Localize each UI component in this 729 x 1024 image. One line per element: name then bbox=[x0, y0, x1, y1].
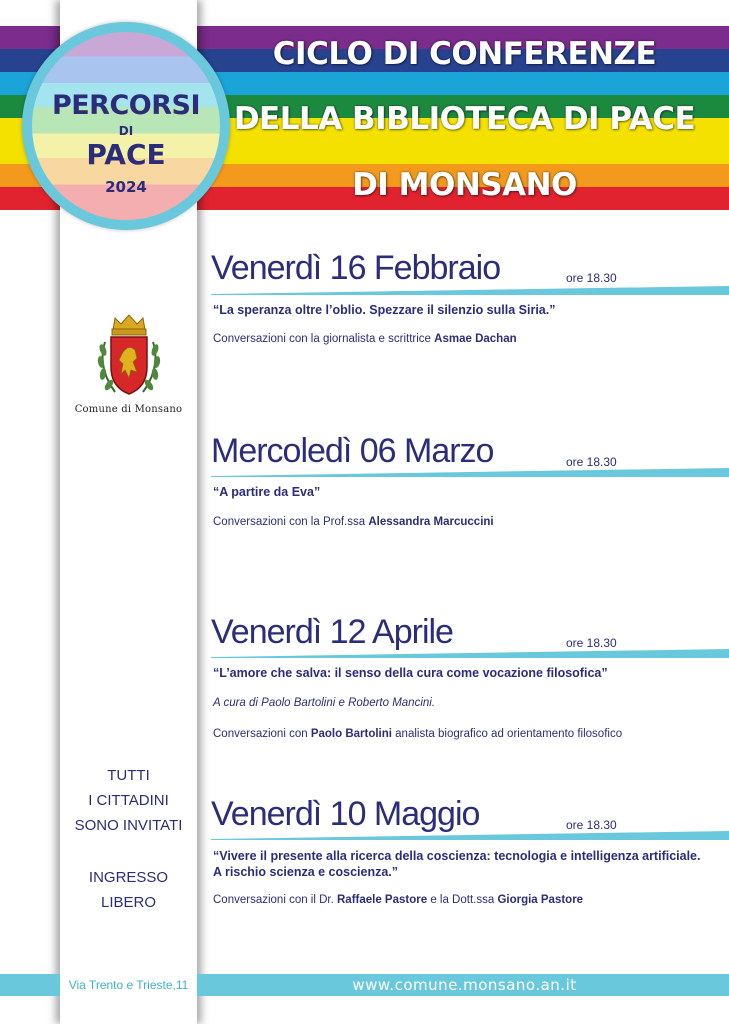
footer-address: Via Trento e Trieste,11 bbox=[60, 974, 197, 996]
event-3-underline bbox=[211, 649, 729, 658]
event-4-talk-line-2: A rischio scienza e coscienza.” bbox=[213, 865, 399, 879]
event-2-time: ore 18.30 bbox=[566, 455, 617, 469]
footer-website-link[interactable]: www.comune.monsano.an.it bbox=[352, 976, 577, 994]
event-2-conv-prefix: Conversazioni con la Prof.ssa bbox=[213, 516, 369, 528]
comune-name: Comune di Monsano bbox=[74, 404, 183, 415]
event-1-conv-prefix: Conversazioni con la giornalista e scrittrice bbox=[213, 333, 435, 345]
side-note-entry bbox=[60, 865, 197, 915]
header-title-line-2: DELLA BIBLIOTECA DI PACE bbox=[233, 101, 696, 137]
event-2-date: Mercoledì 06 Marzo bbox=[211, 432, 494, 470]
event-3-conversation bbox=[213, 728, 622, 740]
header-title-line-3: DI MONSANO bbox=[352, 167, 577, 203]
event-3-conv-prefix: Conversazioni con bbox=[213, 728, 311, 740]
event-4-conv-prefix: Conversazioni con il Dr. bbox=[213, 894, 337, 906]
logo-year: 2024 bbox=[105, 178, 147, 196]
event-1-underline bbox=[211, 286, 729, 295]
event-1-conversation bbox=[213, 333, 517, 345]
entry-line-2: LIBERO bbox=[100, 894, 157, 911]
event-4-date: Venerdì 10 Maggio bbox=[211, 795, 480, 833]
event-2-talk-title: “A partire da Eva” bbox=[213, 485, 321, 499]
invite-line-1: TUTTI bbox=[107, 767, 150, 784]
event-4-talk-line-1: “Vivere il presente alla ricerca della coscienza: tecnologia e intelligenza artificiale. bbox=[213, 849, 701, 863]
event-4-time: ore 18.30 bbox=[566, 818, 617, 832]
invite-line-2: I CITTADINI bbox=[88, 792, 169, 809]
event-2-underline bbox=[211, 468, 729, 477]
entry-line-1: INGRESSO bbox=[88, 869, 169, 886]
side-note-invite bbox=[60, 763, 197, 838]
event-2-speaker: Alessandra Marcuccini bbox=[368, 516, 494, 528]
event-3-talk-title: “L’amore che salva: il senso della cura come vocazione filosofica” bbox=[213, 666, 608, 680]
event-1-date: Venerdì 16 Febbraio bbox=[211, 249, 501, 287]
logo-rainbow-disc bbox=[32, 32, 220, 220]
event-3-date: Venerdì 12 Aprile bbox=[211, 613, 453, 651]
event-4-talk-title bbox=[213, 848, 713, 880]
event-4-speaker-1: Raffaele Pastore bbox=[337, 894, 428, 906]
logo-line-percorsi: PERCORSI bbox=[51, 90, 201, 121]
logo-line-di: DI bbox=[118, 124, 134, 138]
event-1-talk-title: “La speranza oltre l’oblio. Spezzare il silenzio sulla Siria.” bbox=[213, 303, 556, 317]
event-3-conv-suffix: analista biografico ad orientamento filosofico bbox=[391, 728, 623, 740]
event-3-speaker: Paolo Bartolini bbox=[310, 728, 392, 740]
event-4-underline bbox=[211, 831, 729, 840]
event-3-curated-by: A cura di Paolo Bartolini e Roberto Mancini. bbox=[213, 697, 436, 709]
percorsi-di-pace-logo bbox=[22, 22, 230, 230]
event-4-speaker-2: Giorgia Pastore bbox=[497, 894, 584, 906]
event-1-speaker: Asmae Dachan bbox=[434, 333, 517, 345]
header-title-line-1: CICLO DI CONFERENZE bbox=[272, 36, 657, 72]
event-1-time: ore 18.30 bbox=[566, 271, 617, 285]
logo-line-pace: PACE bbox=[86, 138, 166, 171]
event-3-time: ore 18.30 bbox=[566, 636, 617, 650]
comune-crest-icon bbox=[93, 312, 165, 402]
event-4-conversation bbox=[213, 894, 583, 906]
event-4-conv-mid: e la Dott.ssa bbox=[427, 894, 498, 906]
event-2-conversation bbox=[213, 516, 494, 528]
invite-line-3: SONO INVITATI bbox=[74, 817, 183, 834]
